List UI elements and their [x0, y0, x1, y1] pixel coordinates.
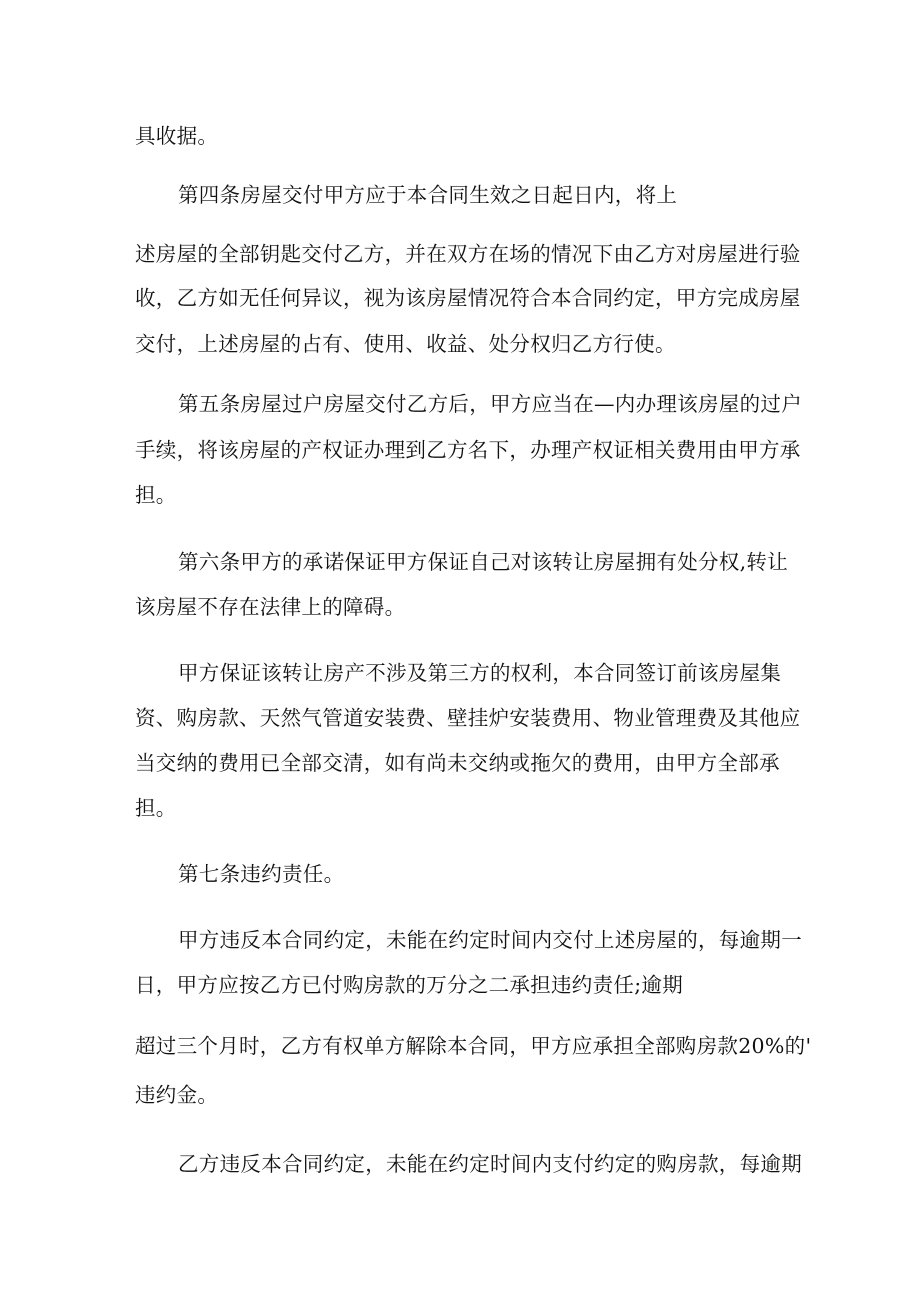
text-line: 资、购房款、天然气管道安装费、壁挂炉安装费用、物业管理费及其他应	[135, 706, 801, 730]
text-line: 乙方违反本合同约定，未能在约定时间内支付约定的购房款，每逾期	[178, 1152, 802, 1176]
text-line: 收，乙方如无任何异议，视为该房屋情况符合本合同约定，甲方完成房屋	[135, 286, 801, 310]
text-line: 述房屋的全部钥匙交付乙方，并在双方在场的情况下由乙方对房屋进行验	[135, 242, 801, 266]
text-line: 第四条房屋交付甲方应于本合同生效之日起日内，将上	[178, 183, 678, 207]
text-line: 第五条房屋过户房屋交付乙方后，甲方应当在—内办理该房屋的过户	[178, 392, 802, 416]
text-line: 担。	[135, 796, 177, 820]
text-line: 第七条违约责任。	[178, 862, 345, 886]
text-line: 当交纳的费用已全部交清，如有尚未交纳或拖欠的费用，由甲方全部承	[135, 751, 780, 775]
text-line: 甲方违反本合同约定，未能在约定时间内交付上述房屋的，每逾期一	[178, 928, 802, 952]
text-line: 违约金。	[135, 1083, 219, 1107]
text-line: 超过三个月时，乙方有权单方解除本合同，甲方应承担全部购房款20%的'	[135, 1034, 812, 1058]
text-line: 交付，上述房屋的占有、使用、收益、处分权归乙方行使。	[135, 332, 676, 356]
text-line: 日，甲方应按乙方已付购房款的万分之二承担违约责任;逾期	[135, 973, 684, 997]
text-line: 担。	[135, 483, 177, 507]
text-line: 该房屋不存在法律上的障碍。	[135, 595, 406, 619]
text-line: 甲方保证该转让房产不涉及第三方的权利，本合同签订前该房屋集	[178, 661, 782, 685]
text-line: 第六条甲方的承诺保证甲方保证自己对该转让房屋拥有处分权,转让	[178, 550, 789, 574]
text-line: 手续，将该房屋的产权证办理到乙方名下，办理产权证相关费用由甲方承	[135, 438, 801, 462]
text-line: 具收据。	[135, 124, 219, 148]
